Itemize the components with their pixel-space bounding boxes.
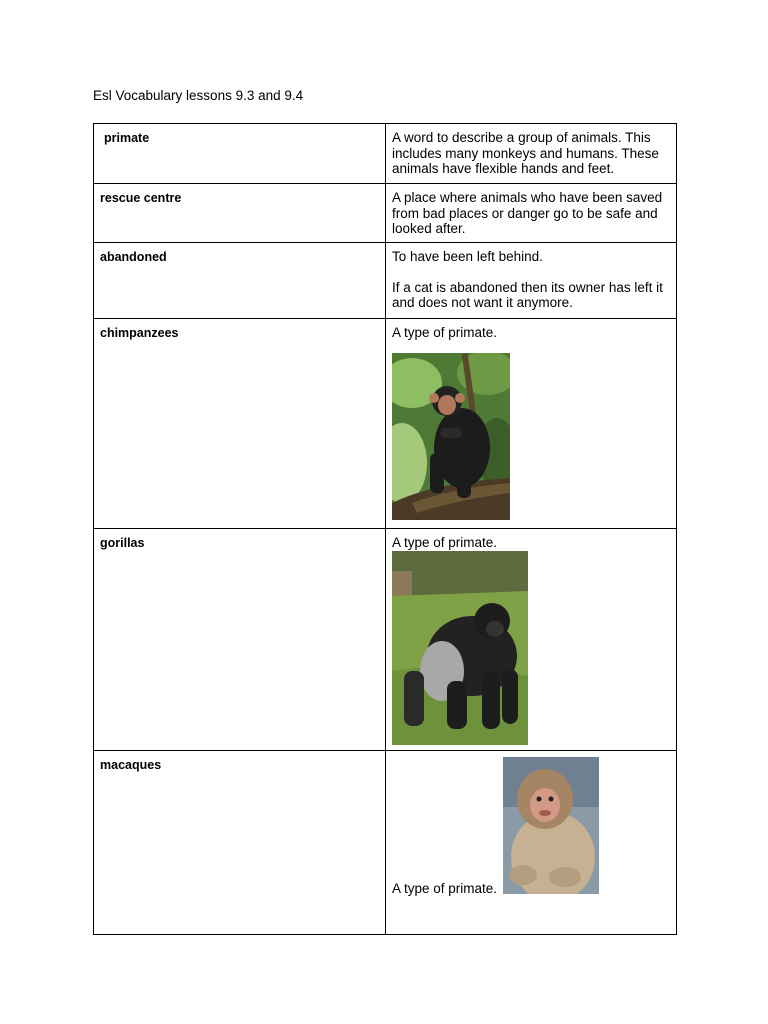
term-cell (94, 124, 386, 184)
definition-text: A place where animals who have been saved from bad places or danger go to be safe and looked after. (392, 190, 663, 236)
definition-cell (386, 529, 677, 751)
definition-cell (386, 751, 677, 935)
table-row (94, 529, 677, 751)
table-row (94, 243, 677, 319)
definition-cell (386, 243, 677, 319)
definition-cell (386, 184, 677, 243)
definition-rescue-centre (386, 184, 676, 237)
definition-cell (386, 124, 677, 184)
term-cell (94, 243, 386, 319)
term-cell (94, 529, 386, 751)
term-cell (94, 319, 386, 529)
definition-text: If a cat is abandoned then its owner has left it and does not want it anymore. (392, 279, 663, 310)
definition-abandoned (386, 243, 676, 311)
chimpanzee-photo (392, 353, 510, 520)
definition-gorillas (386, 529, 676, 551)
definition-text: A type of primate. (392, 535, 498, 550)
table-row (94, 184, 677, 243)
term-gorillas: gorillas (100, 536, 145, 550)
macaque-photo (503, 757, 599, 894)
definition-macaques: A type of primate. (392, 881, 498, 896)
definition-text: A word to describe a group of animals. This includes many monkeys and humans. These animals have flexible hands and feet. (392, 130, 659, 176)
definition-text: To have been left behind. (392, 249, 543, 264)
table-row (94, 124, 677, 184)
term-cell (94, 751, 386, 935)
term-macaques: macaques (100, 758, 162, 772)
definition-primate (386, 124, 676, 177)
table-row (94, 319, 677, 529)
term-abandoned: abandoned (100, 250, 167, 264)
document-title: Esl Vocabulary lessons 9.3 and 9.4 (93, 88, 304, 103)
table-row (94, 751, 677, 935)
term-cell (94, 184, 386, 243)
term-chimpanzees: chimpanzees (100, 326, 179, 340)
term-primate: primate (104, 131, 150, 145)
gorilla-photo (392, 551, 528, 745)
vocabulary-table (93, 123, 677, 935)
definition-text: A type of primate. (392, 325, 498, 340)
definition-chimpanzees (386, 319, 676, 341)
term-rescue-centre: rescue centre (100, 191, 182, 205)
definition-cell (386, 319, 677, 529)
